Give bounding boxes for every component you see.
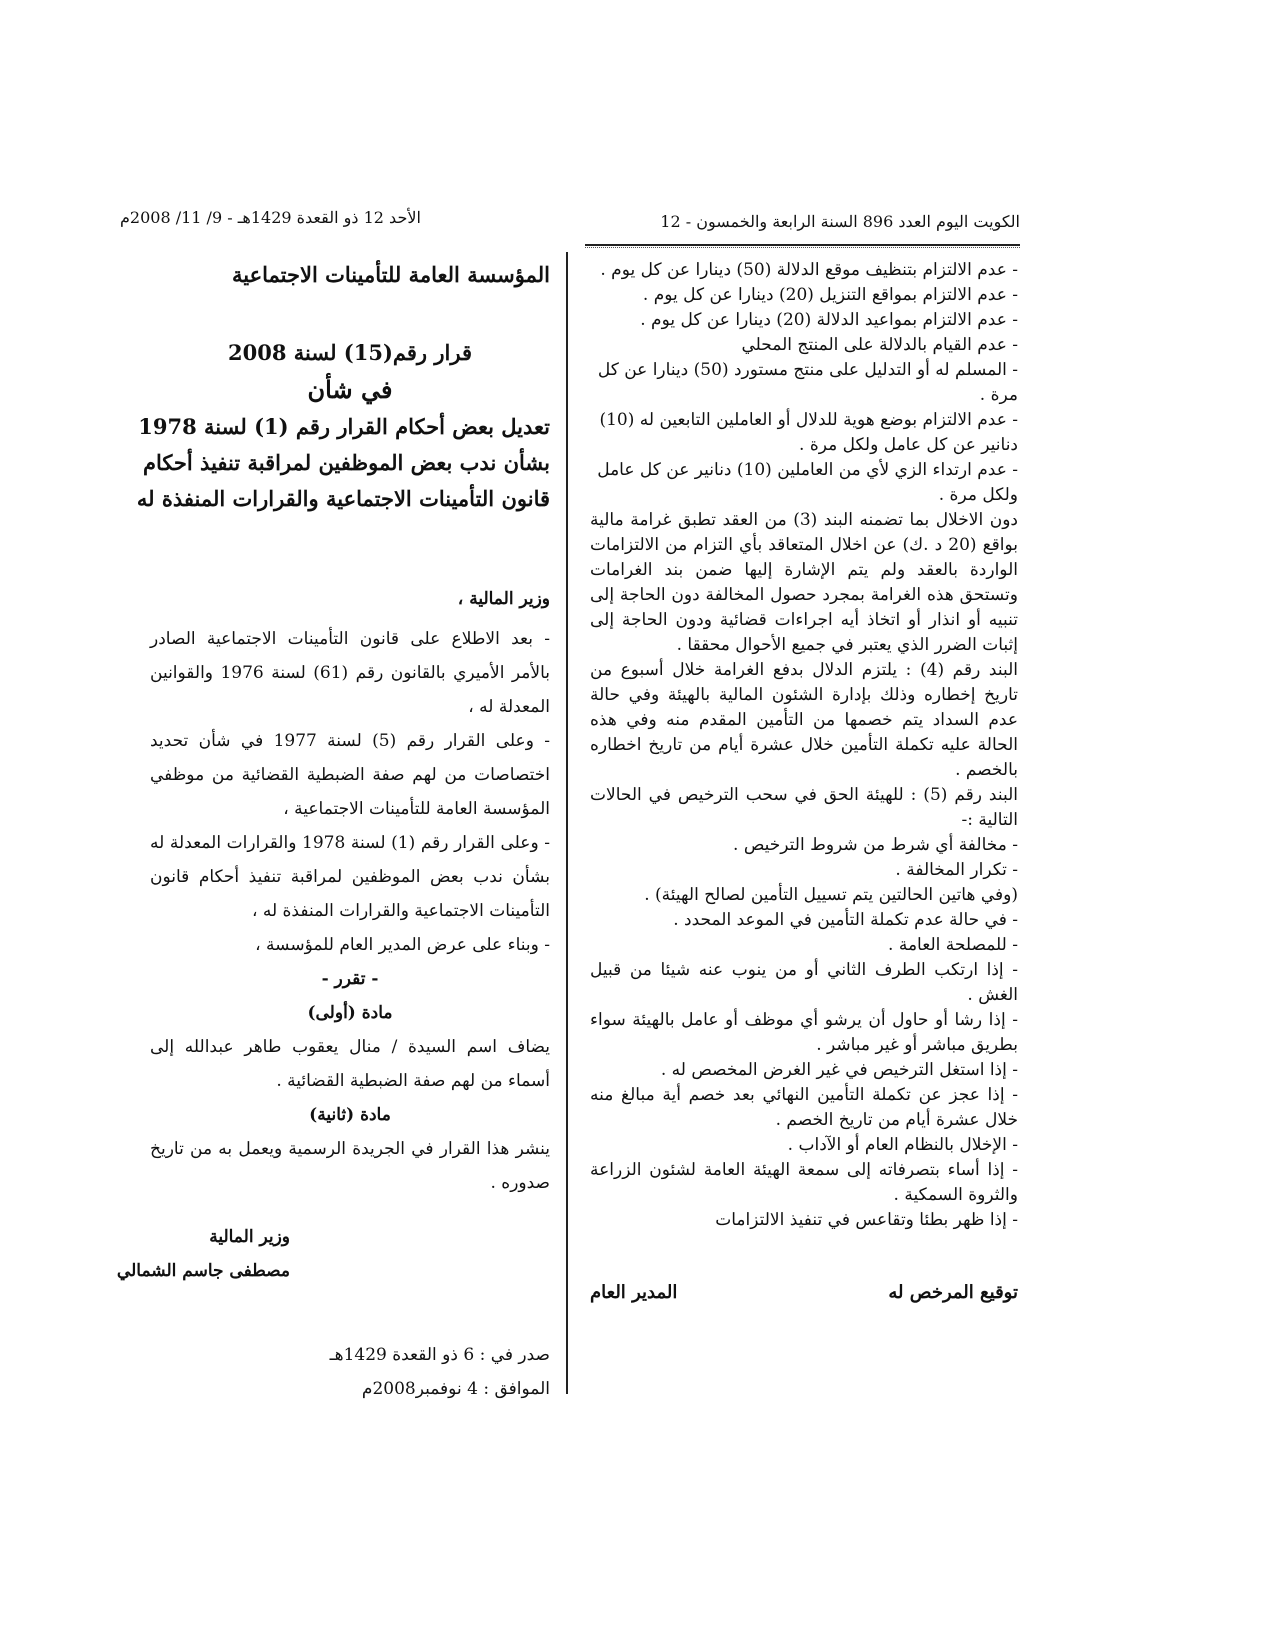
article-1-text: يضاف اسم السيدة / منال يعقوب طاهر عبدالله إلى أسماء من لهم صفة الضبطية القضائية . (150, 1037, 550, 1091)
penalty-line: ولكل مرة . (938, 485, 1018, 505)
penalty-line: دنانير عن كل عامل ولكل مرة . (799, 435, 1018, 455)
decree-subject-line: تعديل بعض أحكام القرار رقم (1) لسنة 1978 (138, 414, 550, 439)
header-rule-dotted (585, 247, 1020, 248)
general-penalty-paragraph: دون الاخلال بما تضمنه البند (3) من العقد تطبق غرامة مالية بواقع (20 د .ك) عن اخلال المتعاقد بأي التزام من الالتزامات الواردة بالعقد ولم يتم الإشارة إليها ضمن بند الغرامات وتستحق هذه الغرامة بمجرد حصول المخالفة دون الحاجة إلى تنبيه أو انذار أو اتخاذ أيه اجراءات قضائية ودون الحاجة إلى إثبات الضرر الذي يعتبر في جميع الأحوال محققا . (590, 510, 1019, 655)
revocation-item: - إذا عجز عن تكملة التأمين النهائي بعد خصم أية مبالغ منه خلال عشرة أيام من تاريخ الخصم . (590, 1085, 1018, 1130)
right-column (590, 258, 1018, 1233)
recital: - وبناء على عرض المدير العام للمؤسسة ، (255, 935, 550, 955)
revocation-item: - الإخلال بالنظام العام أو الآداب . (787, 1135, 1018, 1155)
recital: - وعلى القرار رقم (1) لسنة 1978 والقرارات المعدلة له بشأن ندب بعض الموظفين لمراقبة تنفيذ أحكام قانون التأمينات الاجتماعية والقرارات المنفذة له ، (150, 833, 551, 921)
penalty-line: - عدم ارتداء الزي لأي من العاملين (10) دنانير عن كل عامل (597, 460, 1018, 480)
decree-number: قرار رقم(15) لسنة 2008 (228, 340, 472, 365)
minister-label: وزير المالية ، (457, 589, 550, 609)
corresponding-date: الموافق : 4 نوفمبر2008م (361, 1379, 550, 1399)
article-2-text: ينشر هذا القرار في الجريدة الرسمية ويعمل به من تاريخ صدوره . (150, 1139, 550, 1193)
column-divider (566, 252, 568, 1394)
article-1-title: مادة (أولى) (307, 1003, 393, 1023)
organization-title: المؤسسة العامة للتأمينات الاجتماعية (232, 262, 550, 287)
revocation-item: - إذا ظهر بطئا وتقاعس في تنفيذ الالتزامات (715, 1210, 1018, 1230)
signature-title: وزير المالية (209, 1227, 290, 1247)
minister-signature (116, 1220, 290, 1288)
decides-label: - تقرر - (321, 969, 379, 989)
revocation-item: (وفي هاتين الحالتين يتم تسييل التأمين لصالح الهيئة) . (644, 885, 1018, 905)
article-2-title: مادة (ثانية) (309, 1105, 391, 1125)
penalty-line: - عدم الالتزام بمواقع التنزيل (20) دينارا عن كل يوم . (642, 285, 1018, 305)
decree-subject-line: بشأن ندب بعض الموظفين لمراقبة تنفيذ أحكام (142, 450, 550, 475)
revocation-item: - للمصلحة العامة . (888, 935, 1018, 955)
decree-subject-line: قانون التأمينات الاجتماعية والقرارات المنفذة له (136, 486, 550, 511)
recital: - بعد الاطلاع على قانون التأمينات الاجتماعية الصادر بالأمر الأميري بالقانون رقم (61) لسنة 1976 والقوانين المعدلة له ، (150, 629, 550, 717)
left-column (116, 262, 551, 1406)
clause-5-paragraph: البند رقم (5) : للهيئة الحق في سحب الترخيص في الحالات التالية :- (590, 785, 1018, 830)
page-header (120, 208, 1020, 244)
header-rule (585, 244, 1020, 246)
revocation-item: - تكرار المخالفة . (895, 860, 1018, 880)
decree-heading (136, 335, 550, 517)
clause-4-paragraph: البند رقم (4) : يلتزم الدلال بدفع الغرامة خلال أسبوع من تاريخ إخطاره وذلك بإدارة الشئون المالية بالهيئة وفي حالة عدم السداد يتم خصمها من التأمين المقدم منه وفي هذه الحالة عليه تكملة التأمين خلال عشرة أيام من تاريخ اخطاره بالخصم . (590, 660, 1018, 780)
penalty-line: - عدم القيام بالدلالة على المنتج المحلي (741, 335, 1018, 355)
revocation-item: - في حالة عدم تكملة التأمين في الموعد المحدد . (673, 910, 1018, 930)
licensee-signature-label: توقيع المرخص له (888, 1282, 1018, 1303)
penalty-line: - عدم الالتزام بمواعيد الدلالة (20) دينارا عن كل يوم . (640, 310, 1018, 330)
issued-date: صدر في : 6 ذو القعدة 1429هـ (329, 1345, 550, 1365)
revocation-item: - إذا ارتكب الطرف الثاني أو من ينوب عنه شيئا من قبيل الغش . (590, 960, 1018, 1005)
penalty-line: مرة . (979, 385, 1018, 405)
director-general-label: المدير العام (590, 1282, 678, 1303)
penalty-line: - عدم الالتزام بوضع هوية للدلال أو العاملين التابعين له (10) (599, 410, 1018, 430)
penalty-line: - عدم الالتزام بتنظيف موقع الدلالة (50) دينارا عن كل يوم . (600, 260, 1018, 280)
revocation-item: - إذا أساء بتصرفاته إلى سمعة الهيئة العامة لشئون الزراعة والثروة السمكية . (590, 1160, 1018, 1205)
revocation-item: - إذا رشا أو حاول أن يرشو أي موظف أو عامل بالهيئة سواء بطريق مباشر أو غير مباشر . (590, 1010, 1018, 1055)
decree-regarding: في شأن (307, 375, 393, 404)
penalty-line: - المسلم له أو التدليل على منتج مستورد (50) دينارا عن كل (597, 360, 1018, 380)
recital: - وعلى القرار رقم (5) لسنة 1977 في شأن تحديد اختصاصات من لهم صفة الضبطية القضائية من موظفي المؤسسة العامة للتأمينات الاجتماعية ، (150, 731, 551, 819)
signature-row (590, 1282, 1018, 1312)
signature-name: مصطفى جاسم الشمالي (116, 1261, 290, 1281)
header-date: الأحد 12 ذو القعدة 1429هـ - 9/ 11/ 2008م (120, 208, 421, 227)
revocation-item: - إذا استغل الترخيص في غير الغرض المخصص له . (660, 1060, 1018, 1080)
revocation-item: - مخالفة أي شرط من شروط الترخيص . (733, 835, 1018, 855)
header-issue-info: الكويت اليوم العدد 896 السنة الرابعة والخمسون - 12 (660, 212, 1020, 231)
